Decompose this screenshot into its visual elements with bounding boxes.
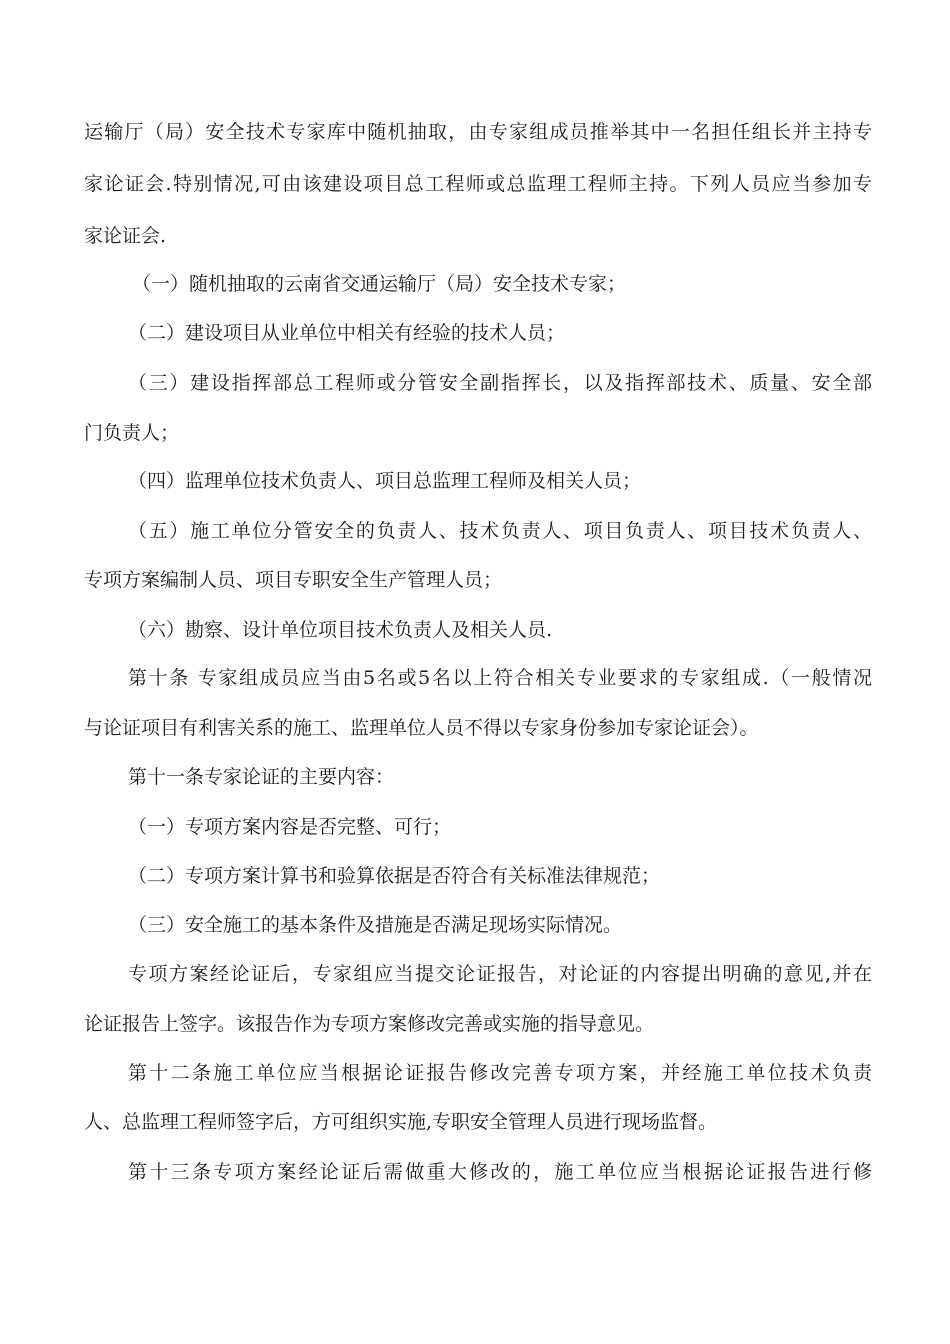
paragraph-line: 家论证会. [84,225,167,247]
paragraph-line: 论证报告上签字。该报告作为专项方案修改完善或实施的指导意见。 [84,1013,655,1035]
paragraph-line: 家论证会.特别情况,可由该建设项目总工程师或总监理工程师主持。下列人员应当参加专 [84,173,872,195]
article-line: 第十条 专家组成员应当由5名或5名以上符合相关专业要求的专家组成.（一般情况 [128,667,872,689]
article-line: 与论证项目有利害关系的施工、监理单位人员不得以专家身份参加专家论证会）。 [84,717,759,739]
article-line: 第十三条专项方案经论证后需做重大修改的，施工单位应当根据论证报告进行修 [128,1161,872,1183]
list-item-line: （二）建设项目从业单位中相关有经验的技术人员； [128,322,566,344]
list-item-line: （三）建设指挥部总工程师或分管安全副指挥长，以及指挥部技术、质量、安全部 [128,372,872,394]
list-item-line: （六）勘察、设计单位项目技术负责人及相关人员. [128,619,553,641]
list-item-line: （一）随机抽取的云南省交通运输厅（局）安全技术专家； [132,273,627,295]
list-item-line: （一）专项方案内容是否完整、可行； [128,816,452,838]
article-line: 人、总监理工程师签字后，方可组织实施,专职安全管理人员进行现场监督。 [84,1111,718,1133]
paragraph-line: 运输厅（局）安全技术专家库中随机抽取，由专家组成员推举其中一名担任组长并主持专 [84,121,872,143]
list-item-line: （三）安全施工的基本条件及措施是否满足现场实际情况。 [128,914,623,936]
list-item-line: 专项方案编制人员、项目专职安全生产管理人员； [84,569,503,591]
list-item-line: （二）专项方案计算书和验算依据是否符合有关标准法律规范； [128,865,661,887]
list-item-line: （四）监理单位技术负责人、项目总监理工程师及相关人员； [128,470,642,492]
paragraph-line: 专项方案经论证后，专家组应当提交论证报告，对论证的内容提出明确的意见,并在 [128,963,872,985]
article-line: 第十二条施工单位应当根据论证报告修改完善专项方案，并经施工单位技术负责 [128,1062,872,1084]
article-line: 第十一条专家论证的主要内容： [128,766,395,788]
list-item-line: （五）施工单位分管安全的负责人、技术负责人、项目负责人、项目技术负责人、 [128,520,872,542]
list-item-line: 门负责人； [84,422,180,444]
